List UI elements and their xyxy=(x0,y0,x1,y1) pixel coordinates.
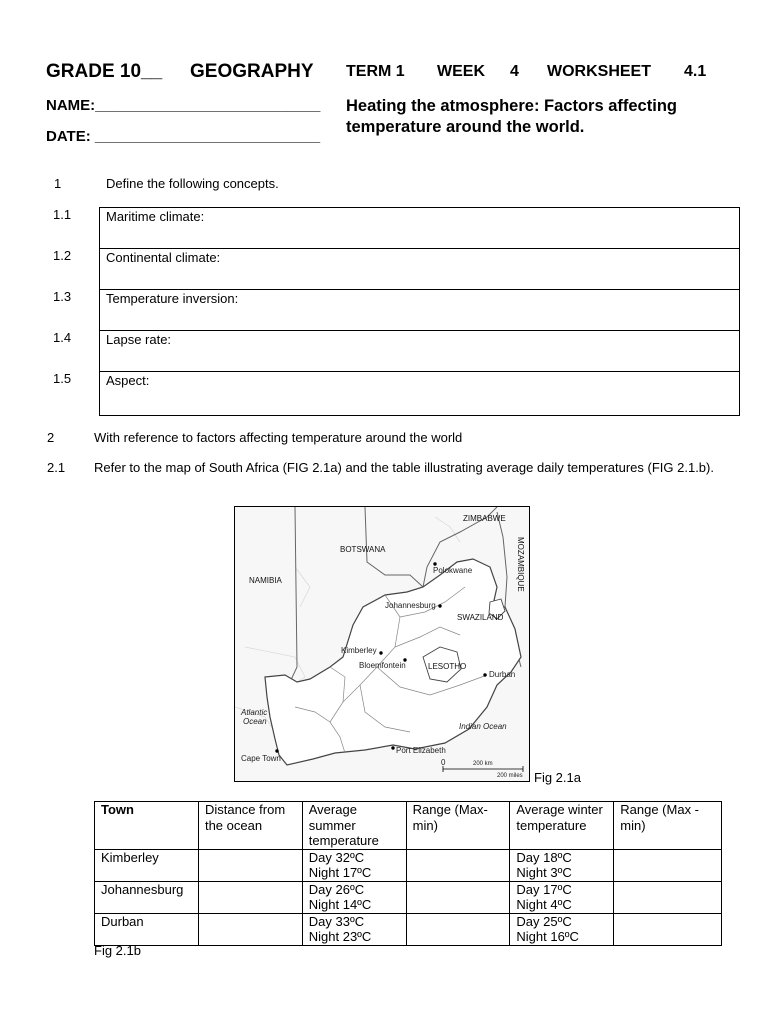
date-field: DATE: ___________________________ xyxy=(46,128,321,145)
label-durban: Durban xyxy=(489,670,516,679)
label-indian-ocean: Indian Ocean xyxy=(459,722,507,731)
header-summer: Average summer temperature xyxy=(302,802,406,850)
definition-row[interactable] xyxy=(100,372,739,415)
cell-town: Durban xyxy=(95,913,199,945)
winter-day: Day 18ºC xyxy=(516,849,572,865)
definition-label: Temperature inversion: xyxy=(106,291,239,306)
cell-distance[interactable] xyxy=(198,849,302,881)
cell-distance[interactable] xyxy=(198,881,302,913)
header-summer-range: Range (Max-min) xyxy=(406,802,510,850)
summer-night: Night 23ºC xyxy=(308,929,372,944)
cell-summer-range[interactable] xyxy=(406,881,510,913)
q2-number: 2 xyxy=(47,430,55,445)
definition-row[interactable] xyxy=(100,208,739,249)
cell-town: Kimberley xyxy=(95,849,199,881)
cell-summer xyxy=(302,881,406,913)
definition-label: Lapse rate: xyxy=(106,332,172,347)
label-kimberley: Kimberley xyxy=(341,646,377,655)
label-zimbabwe: ZIMBABWE xyxy=(463,514,506,523)
item-number: 1.3 xyxy=(53,289,72,304)
summer-night: Night 17ºC xyxy=(308,865,372,880)
definition-row[interactable] xyxy=(100,290,739,331)
label-bloemfontein: Bloemfontein xyxy=(359,661,406,670)
winter-day: Day 17ºC xyxy=(516,881,572,897)
cell-winter xyxy=(510,849,614,881)
table-row xyxy=(95,849,722,881)
summer-day: Day 26ºC xyxy=(308,881,365,897)
worksheet-subtitle: Heating the atmosphere: Factors affecting temperature around the world. xyxy=(346,97,677,136)
table-row xyxy=(95,913,722,945)
q2-1-text: Refer to the map of South Africa (FIG 2.1a) and the table illustrating average daily temperatures (FIG 2.1.b). xyxy=(94,460,714,475)
label-johannesburg: Johannesburg xyxy=(385,601,436,610)
table-caption: Fig 2.1b xyxy=(94,943,141,958)
label-swaziland: SWAZILAND xyxy=(457,613,504,622)
worksheet-label: WORKSHEET xyxy=(547,63,651,80)
week-label: WEEK xyxy=(437,63,485,80)
scale-miles-label: 200 miles xyxy=(497,773,523,779)
cell-summer xyxy=(302,849,406,881)
q2-1-number: 2.1 xyxy=(47,460,66,475)
winter-night: Night 4ºC xyxy=(516,897,572,912)
cell-summer-range[interactable] xyxy=(406,913,510,945)
header-winter-range: Range (Max - min) xyxy=(614,802,722,850)
table-header-row xyxy=(95,802,722,850)
label-namibia: NAMIBIA xyxy=(249,576,282,585)
label-cape-town: Cape Town xyxy=(241,754,281,763)
week-number: 4 xyxy=(510,63,519,80)
label-lesotho: LESOTHO xyxy=(428,662,467,671)
label-port-elizabeth: Port Elizabeth xyxy=(396,746,446,755)
label-atlantic: Atlantic xyxy=(241,708,268,717)
label-botswana: BOTSWANA xyxy=(340,545,386,554)
q1-text: Define the following concepts. xyxy=(106,176,279,191)
winter-night: Night 16ºC xyxy=(516,929,579,944)
subject-heading: GEOGRAPHY xyxy=(190,61,314,82)
summer-day: Day 32ºC xyxy=(308,849,365,865)
south-africa-map xyxy=(234,506,530,782)
term-label: TERM 1 xyxy=(346,63,405,80)
header-winter: Average winter temperature xyxy=(510,802,614,850)
cell-winter-range[interactable] xyxy=(614,913,722,945)
cell-summer xyxy=(302,913,406,945)
cell-town: Johannesburg xyxy=(95,881,199,913)
table-row xyxy=(95,881,722,913)
q2-text: With reference to factors affecting temperature around the world xyxy=(94,430,463,445)
temperature-table xyxy=(94,801,722,946)
label-ocean: Ocean xyxy=(243,717,267,726)
item-number: 1.4 xyxy=(53,330,72,345)
summer-night: Night 14ºC xyxy=(308,897,372,912)
name-field: NAME:___________________________ xyxy=(46,97,321,114)
map-drawing xyxy=(235,507,530,782)
summer-day: Day 33ºC xyxy=(308,913,365,929)
label-polokwane: Polokwane xyxy=(433,566,473,575)
scale-km-label: 200 km xyxy=(473,761,493,767)
definitions-table xyxy=(99,207,740,416)
definition-label: Maritime climate: xyxy=(106,209,205,224)
worksheet-number: 4.1 xyxy=(684,63,707,80)
definition-row[interactable] xyxy=(100,331,739,372)
winter-day: Day 25ºC xyxy=(516,913,572,929)
item-number: 1.2 xyxy=(53,248,72,263)
q1-number: 1 xyxy=(54,176,62,191)
cell-winter-range[interactable] xyxy=(614,849,722,881)
definition-row[interactable] xyxy=(100,249,739,290)
definition-label: Aspect: xyxy=(106,373,150,388)
scale-zero: 0 xyxy=(441,758,446,767)
header-town: Town xyxy=(95,802,199,850)
map-caption: Fig 2.1a xyxy=(534,770,581,785)
cell-distance[interactable] xyxy=(198,913,302,945)
item-number: 1.5 xyxy=(53,371,72,386)
label-mozambique: MOZAMBIQUE xyxy=(516,537,525,592)
header-distance: Distance from the ocean xyxy=(198,802,302,850)
cell-winter-range[interactable] xyxy=(614,881,722,913)
cell-winter xyxy=(510,881,614,913)
winter-night: Night 3ºC xyxy=(516,865,572,880)
item-number: 1.1 xyxy=(53,207,72,222)
grade-heading: GRADE 10__ xyxy=(46,61,163,82)
definition-label: Continental climate: xyxy=(106,250,221,265)
cell-summer-range[interactable] xyxy=(406,849,510,881)
cell-winter xyxy=(510,913,614,945)
